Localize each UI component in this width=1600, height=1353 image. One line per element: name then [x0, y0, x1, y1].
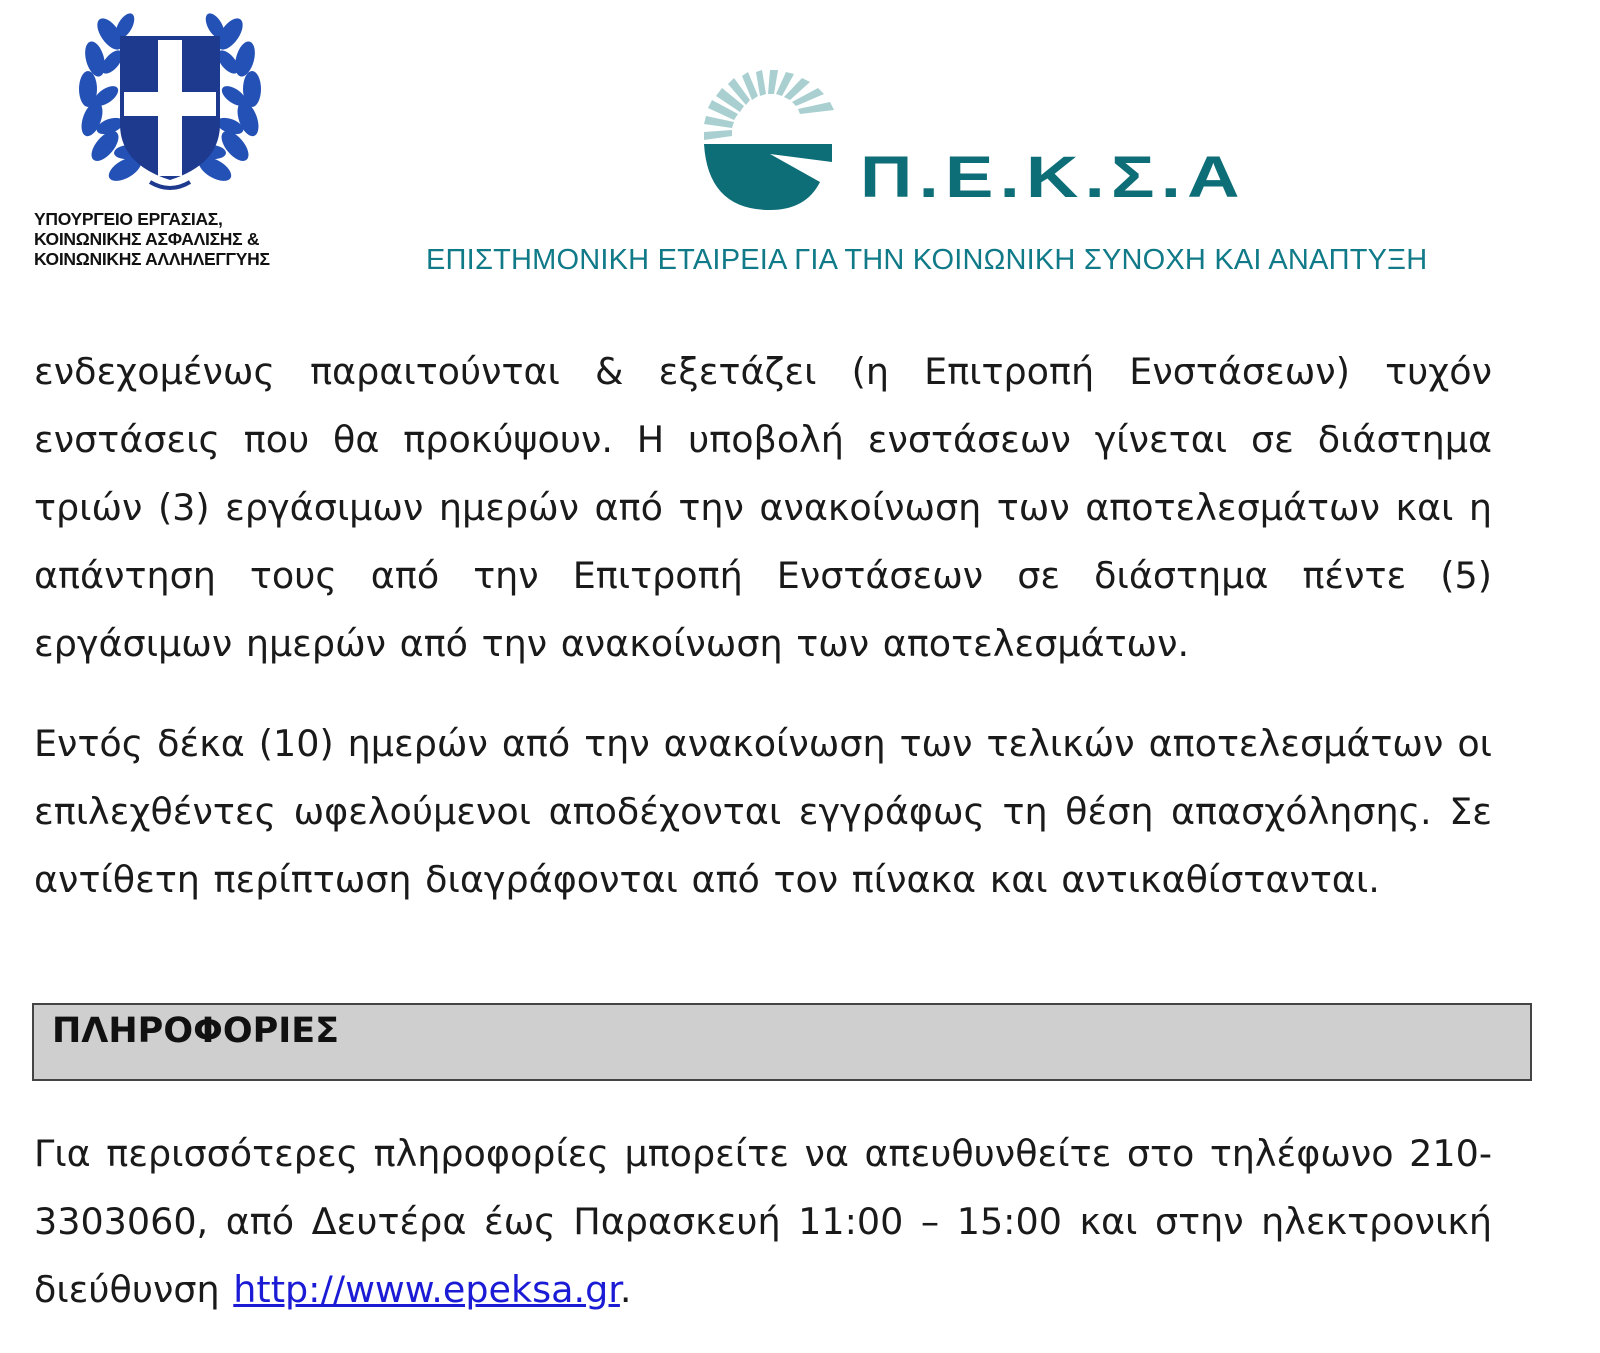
info-section-header — [32, 1003, 1532, 1081]
contact-text: Για περισσότερες πληροφορίες μπορείτε να απευθυνθείτε στο τηλέφωνο 210-3303060, από Δευτέρα έως Παρασκευή 11:00 – 15:00 και στην ηλεκτρονική διεύθυνση — [34, 1132, 1492, 1311]
org-tagline: ΕΠΙΣΤΗΜΟΝΙΚΗ ΕΤΑΙΡΕΙΑ ΓΙΑ ΤΗΝ ΚΟΙΝΩΝΙΚΗ ΣΥΝΟΧΗ ΚΑΙ ΑΝΑΠΤΥΞΗ — [426, 244, 1428, 276]
paragraph-acceptance: Εντός δέκα (10) ημερών από την ανακοίνωση των τελικών αποτελεσμάτων οι επιλεχθέντες ωφελούμενοι αποδέχονται εγγράφως τη θέση απασχόλησης. Σε αντίθετη περίπτωση διαγράφονται από τον πίνακα και αντικαθίστανται. — [34, 722, 1492, 901]
org-acronym: Π.Ε.Κ.Σ.Α — [860, 145, 1246, 210]
paragraph-contact — [34, 1120, 1492, 1324]
contact-trailing: . — [619, 1268, 632, 1311]
ministry-name-line: ΚΟΙΝΩΝΙΚΗΣ ΑΛΛΗΛΕΓΓΥΗΣ — [34, 249, 270, 269]
ministry-name-line: ΚΟΙΝΩΝΙΚΗΣ ΑΣΦΑΛΙΣΗΣ & — [34, 229, 260, 249]
greek-coat-of-arms-icon — [70, 4, 270, 199]
paragraph-objections: ενδεχομένως παραιτούνται & εξετάζει (η Επιτροπή Ενστάσεων) τυχόν ενστάσεις που θα προκύψουν. Η υποβολή ενστάσεων γίνεται σε διάστημα τριών (3) εργάσιμων ημερών από την ανακοίνωση των αποτελεσμάτων και η απάντηση τους από την Επιτροπή Ενστάσεων σε διάστημα πέντε (5) εργάσιμων ημερών από την ανακοίνωση των αποτελεσμάτων. — [34, 350, 1492, 665]
ministry-name-line: ΥΠΟΥΡΓΕΙΟ ΕΡΓΑΣΙΑΣ, — [34, 209, 223, 229]
website-link[interactable]: http://www.epeksa.gr — [233, 1268, 620, 1311]
info-heading: ΠΛΗΡΟΦΟΡΙΕΣ — [52, 1011, 340, 1051]
ministry-name — [34, 209, 304, 269]
ministry-logo — [34, 4, 304, 274]
epeksa-sunrise-icon — [700, 70, 850, 215]
